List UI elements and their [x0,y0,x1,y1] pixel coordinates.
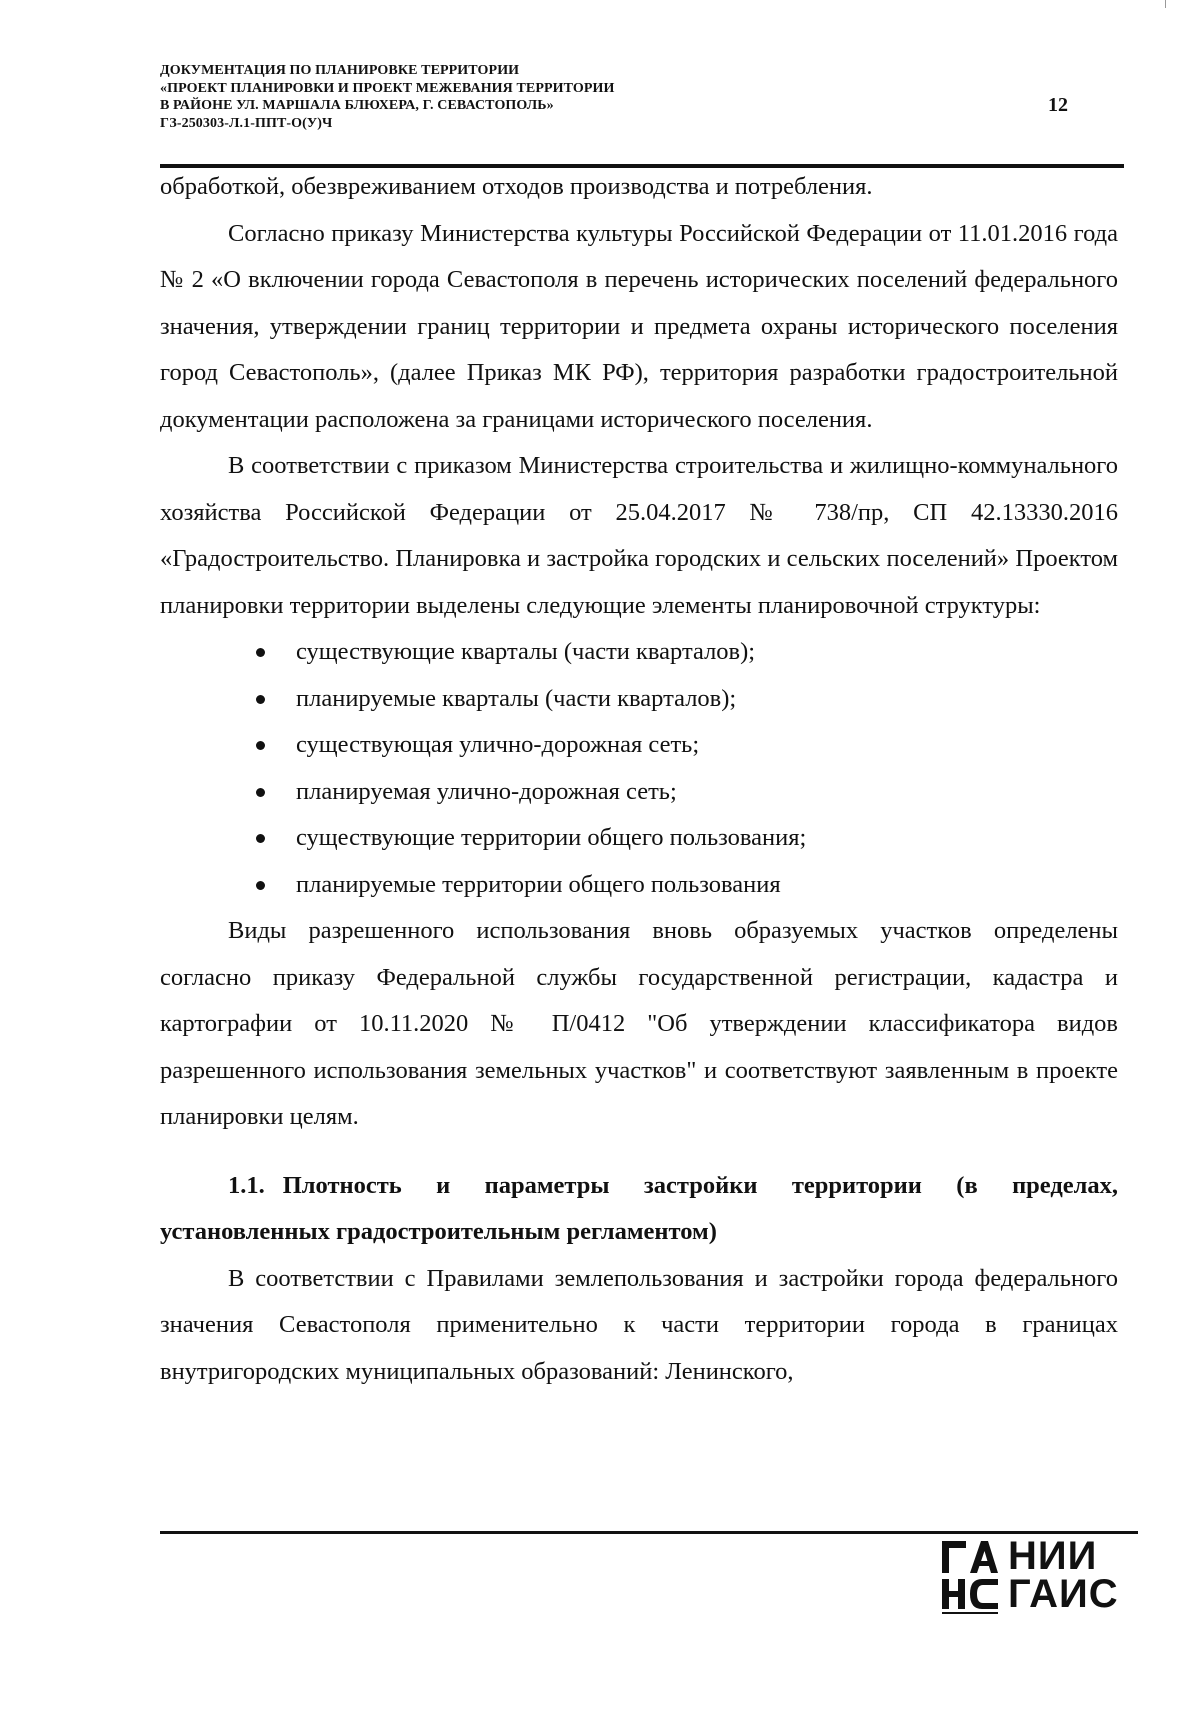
header-line-3: В РАЙОНЕ УЛ. МАРШАЛА БЛЮХЕРА, Г. СЕВАСТОПОЛЬ» [160,98,554,113]
paragraph-structure: В соответствии с приказом Министерства строительства и жилищно-коммунального хозяйства Российской Федерации от 25.04.2017 № 738/пр, СП 42.13330.2016 «Градостроительство. Планировка и застройка городских и сельских поселений» Проектом планировки территории выделены следующие элементы планировочной структуры: [160,452,1118,619]
bullet-icon [256,741,265,750]
structure-elements-list [160,629,1118,908]
page-number: 12 [1048,94,1068,116]
header-line-2: «ПРОЕКТ ПЛАНИРОВКИ И ПРОЕКТ МЕЖЕВАНИЯ ТЕРРИТОРИИ [160,80,615,96]
document-header [160,62,920,132]
list-item [160,629,1118,676]
list-item-text: существующие территории общего пользования; [296,824,807,851]
document-body [160,164,1118,1395]
list-item-text: планируемые территории общего пользования [296,870,781,898]
logo-text-line-2: ГАИС [1008,1572,1119,1616]
paragraph-rules: В соответствии с Правилами землепользования и застройки города федерального значения Севастополя применительно к части территории города в границах внутригородских муниципальных образований: Ленинского, [160,1264,1118,1385]
bullet-icon [256,648,265,657]
footer-divider [160,1531,1138,1534]
logo-mark-icon [942,1541,998,1615]
list-item-text: планируемая улично-дорожная сеть; [296,777,677,805]
list-item [160,815,1118,862]
list-item [160,862,1118,909]
list-item-text: планируемые кварталы (части кварталов); [296,684,737,712]
bullet-icon [256,881,265,890]
logo-text [1008,1534,1119,1616]
scan-mark [1165,0,1166,8]
bullet-icon [256,788,265,797]
list-item-text: существующие кварталы (части кварталов); [296,638,756,665]
bullet-icon [256,834,265,843]
list-item [160,676,1118,723]
section-heading [160,1163,1118,1256]
list-item [160,722,1118,769]
paragraph-order: Согласно приказу Министерства культуры Российской Федерации от 11.01.2016 года № 2 «О включении города Севастополя в перечень исторических поселений федерального значения, утверждении границ территории и предмета охраны исторического поселения город Севастополь», (далее Приказ МК РФ), территория разработки градостроительной документации расположена за границами исторического поселения. [160,219,1118,433]
list-item-text: существующая улично-дорожная сеть; [296,731,700,758]
header-line-4: ГЗ-250303-Л.1-ППТ-О(У)Ч [160,115,333,131]
header-line-1: ДОКУМЕНТАЦИЯ ПО ПЛАНИРОВКЕ ТЕРРИТОРИИ [160,63,520,78]
list-item [160,769,1118,816]
logo-text-line-1: НИИ [1008,1534,1098,1578]
bullet-icon [256,695,265,704]
niigais-logo [942,1534,1119,1619]
paragraph-permitted-uses: Виды разрешенного использования вновь образуемых участков определены согласно приказу Федеральной службы государственной регистрации, кадастра и картографии от 10.11.2020 № П/0412 "Об утверждении классификатора видов разрешенного использования земельных участков" и соответствуют заявленным в проекте планировки целям. [160,917,1118,1130]
section-number: 1.1. [228,1171,265,1199]
section-title: Плотность и параметры застройки территории (в пределах, установленных градостроительным регламентом) [160,1171,1118,1245]
continuation-paragraph: обработкой, обезвреживанием отходов производства и потребления. [160,173,873,200]
